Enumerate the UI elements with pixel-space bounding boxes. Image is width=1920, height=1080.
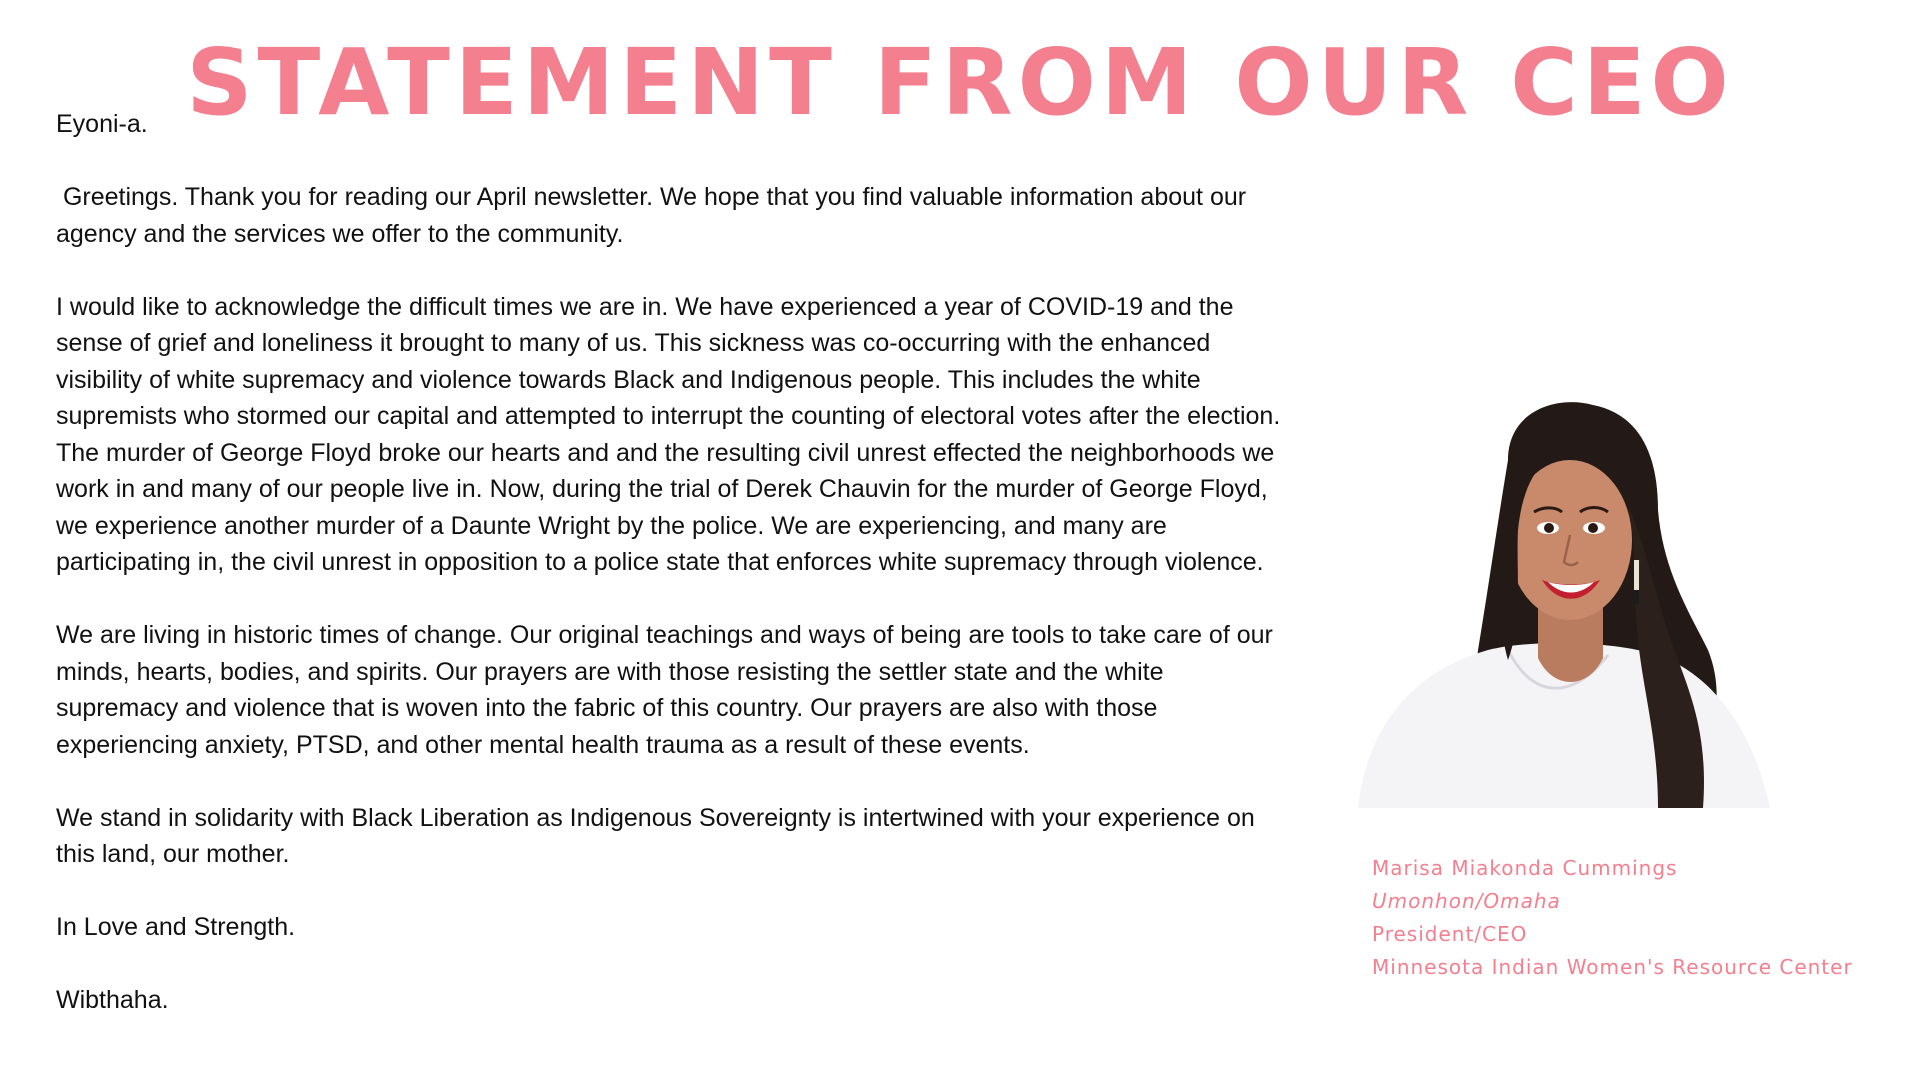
letter-closing: In Love and Strength. bbox=[56, 913, 296, 941]
signature-organization: Minnesota Indian Women's Resource Center bbox=[1372, 955, 1853, 979]
letter-paragraph: I would like to acknowledge the difficult times we are in. We have experienced a year of COVID-19 and the sense of grief and loneliness it brought to many of us. This sickness was co-occurring with the enhanced visibility of white supremacy and violence towards Black and Indigenous people. This includes the white supremists who stormed our capital and attempted to interrupt the counting of electoral votes after the election. The murder of George Floyd broke our hearts and and the resulting civil unrest effected the neighborhoods we work in and many of our people live in. Now, during the trial of Derek Chauvin for the murder of George Floyd, we experience another murder of a Daunte Wright by the police. We are experiencing, and many are participating in, the civil unrest in opposition to a police state that enforces white supremacy through violence. bbox=[56, 292, 1281, 576]
letter-paragraph: We stand in solidarity with Black Liberation as Indigenous Sovereignty is intertwined with your experience on this land, our mother. bbox=[56, 803, 1255, 868]
page-title: STATEMENT FROM OUR CEO bbox=[186, 29, 1734, 136]
letter-paragraph: Greetings. Thank you for reading our April newsletter. We hope that you find valuable information about our agency and the services we offer to the community. bbox=[56, 183, 1254, 248]
letter-body bbox=[56, 106, 1286, 1055]
ceo-portrait bbox=[1358, 400, 1770, 808]
letter-paragraph: We are living in historic times of change. Our original teachings and ways of being are tools to take care of our minds, hearts, bodies, and spirits. Our prayers are with those resisting the settler state and the white supremacy and violence that is woven into the fabric of this country. Our prayers are also with those experiencing anxiety, PTSD, and other mental health trauma as a result of these events. bbox=[56, 621, 1273, 759]
ceo-signature bbox=[1372, 852, 1853, 984]
letter-signoff: Wibthaha. bbox=[56, 986, 169, 1014]
letter-greeting: Eyoni-a. bbox=[56, 110, 148, 138]
signature-nation: Umonhon/Omaha bbox=[1372, 889, 1561, 913]
signature-role: President/CEO bbox=[1372, 922, 1528, 946]
signature-name: Marisa Miakonda Cummings bbox=[1372, 856, 1678, 880]
